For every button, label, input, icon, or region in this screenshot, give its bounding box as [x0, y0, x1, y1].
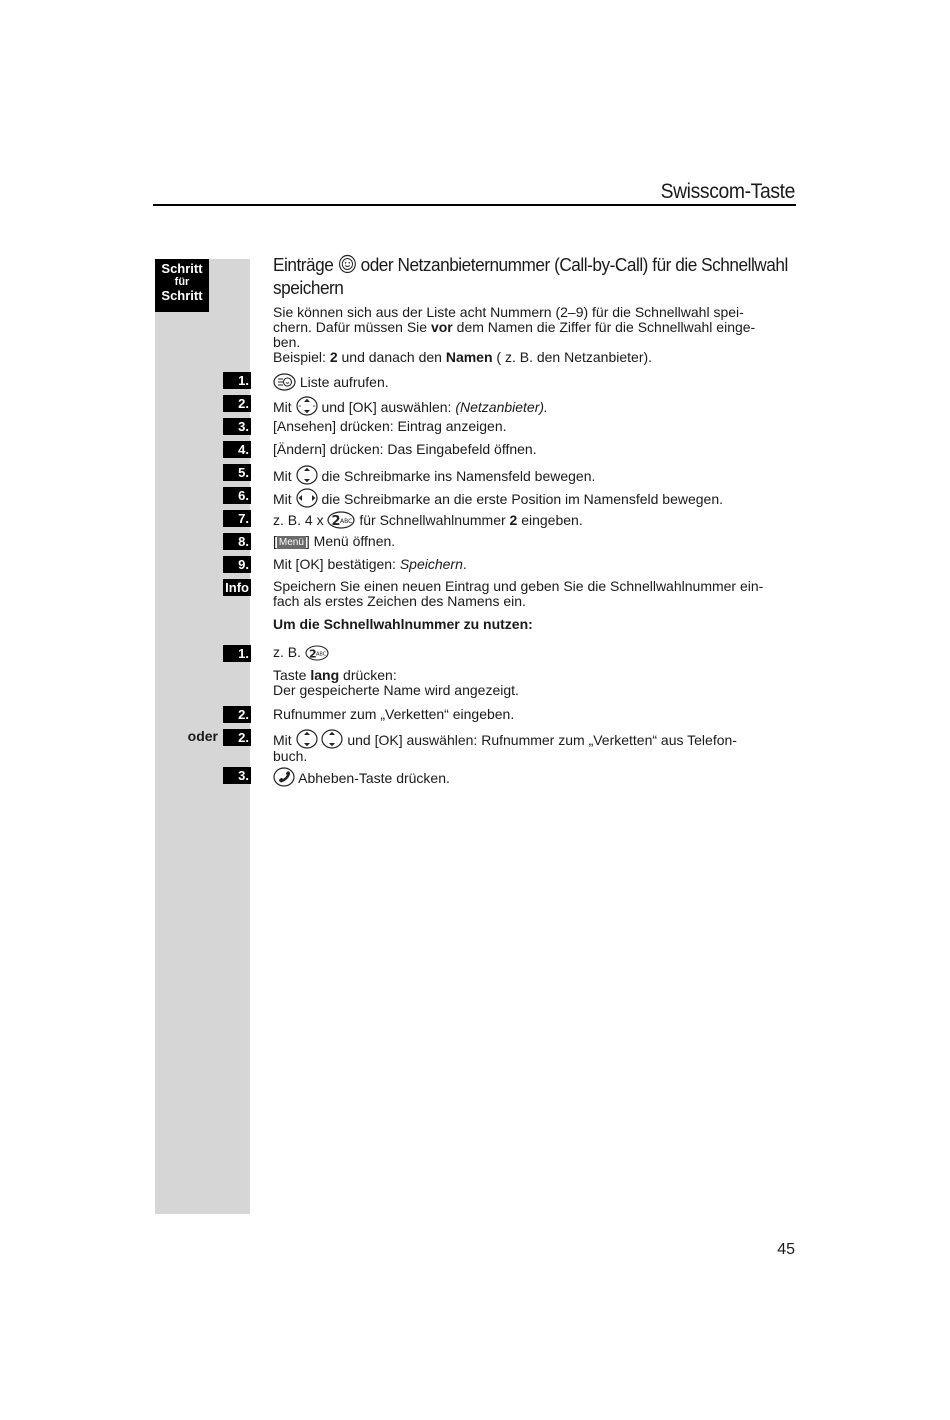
key-2abc-icon: [327, 511, 355, 529]
step-3-text: [Ansehen] drücken: Eintrag anzeigen.: [273, 418, 507, 434]
step-marker-8: 8.: [223, 533, 251, 550]
step-7-text: [273, 511, 798, 529]
section-title: [273, 253, 788, 299]
step-5-label: die Schreibmarke ins Namensfeld bewegen.: [321, 468, 596, 484]
step-marker-3: 3.: [223, 418, 251, 435]
usage-step-2-text: Rufnummer zum „Verketten“ eingeben.: [273, 706, 515, 722]
step-9-italic: Speichern: [399, 556, 463, 572]
key-2abc-icon: [305, 645, 329, 661]
step-1-label: Liste aufrufen.: [299, 374, 389, 390]
intro-paragraph: [273, 305, 798, 365]
step-2-mit: Mit: [273, 399, 292, 415]
step-2-label: und [OK] auswählen:: [321, 399, 456, 415]
usage-marker-2: 2.: [223, 706, 251, 723]
nav-key-updown-icon: [296, 729, 318, 749]
step-marker-1: 1.: [223, 372, 251, 389]
usage-step-1-prefix: z. B.: [273, 644, 302, 660]
svg-text:2: 2: [308, 647, 317, 661]
step-2-text: [273, 396, 798, 416]
step-9-label: Mit [OK] bestätigen:: [273, 556, 400, 572]
oder-label: oder: [187, 728, 218, 744]
intro-line-4a: Beispiel:: [273, 349, 330, 365]
step-7-suffix: eingeben.: [517, 512, 583, 528]
swisscom-list-key-icon: [273, 373, 296, 391]
svg-text:2: 2: [331, 514, 342, 529]
usage-detail-c: drücken:: [339, 667, 397, 683]
step-8-text: [273, 534, 798, 549]
nav-key-updown-icon: [296, 465, 318, 485]
step-marker-7: 7.: [223, 510, 251, 527]
step-7-prefix: z. B. 4 x: [273, 512, 324, 528]
usage-marker-1: 1.: [223, 645, 251, 662]
step-6-text: [273, 488, 798, 508]
info-line-1: Speichern Sie einen neuen Eintrag und geben Sie die Schnellwahlnummer ein-: [273, 578, 764, 594]
step-8-bracket-open: [: [273, 533, 277, 549]
header-rule: [153, 204, 796, 206]
intro-line-4c: und danach den: [337, 349, 446, 365]
usage-detail-line-2: Der gespeicherte Name wird angezeigt.: [273, 682, 519, 698]
section-title-part-a: Einträge: [273, 254, 334, 275]
intro-line-2a: chern. Dafür müssen Sie: [273, 319, 431, 335]
step-9-period: .: [462, 556, 467, 572]
usage-bold-lang: lang: [310, 667, 340, 683]
step-4-text: [Ändern] drücken: Das Eingabefeld öffnen.: [273, 441, 537, 457]
usage-marker-3: 3.: [223, 767, 251, 784]
step-5-text: [273, 465, 798, 485]
info-line-2: fach als erstes Zeichen des Namens ein.: [273, 593, 526, 609]
badge-line-3: Schritt: [161, 288, 203, 303]
step-5-mit: Mit: [273, 468, 292, 484]
intro-bold-namen: Namen: [445, 349, 493, 365]
info-text: [273, 579, 798, 609]
page-number: 45: [777, 1241, 795, 1258]
step-2-italic: (Netzanbieter).: [455, 399, 548, 415]
usage-step-2-alt-line-2: buch.: [273, 748, 308, 764]
usage-step-3-text: [273, 767, 798, 787]
usage-detail-a: Taste: [273, 667, 311, 683]
step-6-label: die Schreibmarke an die erste Position im Namensfeld bewegen.: [321, 491, 723, 507]
usage-marker-2-alt: 2.: [223, 729, 251, 746]
page-header-title: Swisscom-Taste: [660, 180, 795, 203]
section-title-part-b: oder Netzanbieternummer (Call-by-Call) für die Schnellwahl: [360, 254, 788, 275]
nav-key-leftright-icon: [296, 488, 318, 508]
step-9-text: [273, 557, 798, 572]
usage-step-1-detail: [273, 668, 798, 698]
step-8-label: ] Menü öffnen.: [305, 533, 396, 549]
nav-key-updown-icon: [296, 396, 318, 416]
intro-line-4e: ( z. B. den Netzanbieter).: [492, 349, 653, 365]
step-marker-2: 2.: [223, 395, 251, 412]
info-marker: Info: [223, 579, 251, 596]
intro-bold-vor: vor: [430, 319, 453, 335]
usage-step-3-label: Abheben-Taste drücken.: [298, 770, 450, 786]
smiley-key-icon: [338, 254, 357, 274]
badge-line-2: für: [174, 276, 190, 288]
svg-text:ABC: ABC: [315, 651, 327, 658]
section-title-line-2: speichern: [273, 277, 344, 298]
usage-step-2-alt-text: [273, 729, 798, 764]
step-6-mit: Mit: [273, 491, 292, 507]
step-1-text: [273, 373, 798, 391]
badge-line-1: Schritt: [161, 261, 203, 276]
handset-icon: [273, 767, 295, 787]
usage-step-2-alt-label: und [OK] auswählen: Rufnummer zum „Verketten“ aus Telefon-: [347, 732, 737, 748]
intro-line-1: Sie können sich aus der Liste acht Nummern (2–9) für die Schnellwahl spei-: [273, 304, 744, 320]
step-marker-6: 6.: [223, 487, 251, 504]
intro-line-3: ben.: [273, 334, 301, 350]
step-marker-4: 4.: [223, 441, 251, 458]
usage-step-1-text: [273, 645, 798, 661]
step-marker-5: 5.: [223, 464, 251, 481]
svg-text:ABC: ABC: [340, 518, 353, 525]
intro-bold-2: 2: [329, 349, 338, 365]
step-7-label: für Schnellwahlnummer: [359, 512, 510, 528]
schritt-fuer-schritt-badge: [155, 259, 209, 312]
step-marker-9: 9.: [223, 556, 251, 573]
usage-step-2-alt-mit: Mit: [273, 732, 292, 748]
usage-heading: Um die Schnellwahlnummer zu nutzen:: [273, 616, 533, 632]
step-7-bold-2: 2: [509, 512, 518, 528]
intro-line-2c: dem Namen die Ziffer für die Schnellwahl einge-: [452, 319, 756, 335]
nav-key-updown-icon: [321, 729, 343, 749]
menu-softkey: Menü: [278, 537, 304, 548]
